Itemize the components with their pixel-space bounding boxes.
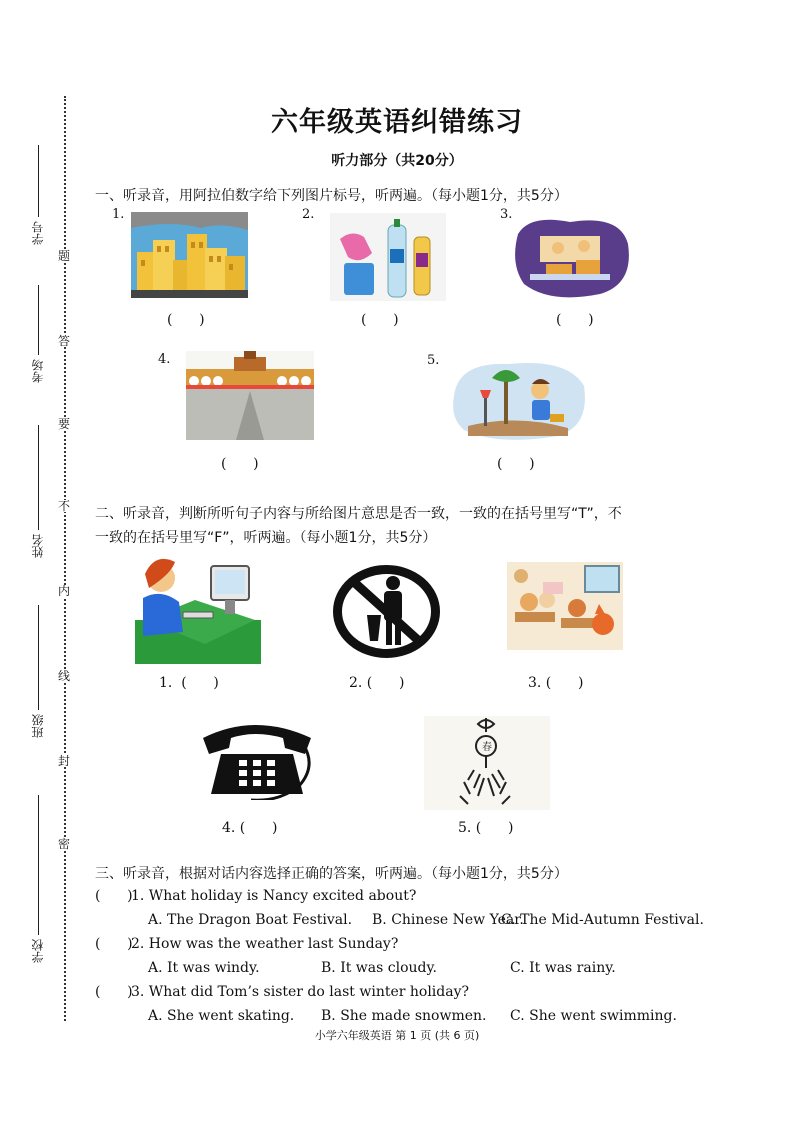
- answer-blank[interactable]: ( ): [556, 312, 594, 328]
- answer-blank[interactable]: ( ): [95, 984, 133, 1000]
- answer-blank[interactable]: 3. ( ): [528, 675, 584, 691]
- picture-number: 2.: [302, 207, 315, 222]
- question-text: 2. How was the weather last Sunday?: [131, 936, 399, 952]
- question-text: 3. What did Tom’s sister do last winter holiday?: [131, 984, 470, 1000]
- telephone-icon: [199, 714, 317, 800]
- picture-number: 4.: [158, 352, 171, 367]
- binding-char: 封: [58, 754, 71, 768]
- option-c: C. The Mid-Autumn Festival.: [501, 912, 704, 928]
- answer-blank[interactable]: ( ): [167, 312, 205, 328]
- city-buildings-icon: [131, 212, 248, 298]
- picture-number: 1.: [112, 207, 125, 222]
- question-text: 1. What holiday is Nancy excited about?: [131, 888, 417, 904]
- animal-classroom-icon: [507, 562, 623, 650]
- option-c: C. She went swimming.: [510, 1008, 677, 1024]
- no-littering-sign-icon: [333, 565, 440, 658]
- svg-text:春: 春: [482, 742, 492, 753]
- school-field[interactable]: 学校: [28, 795, 48, 963]
- answer-blank[interactable]: 4. ( ): [222, 820, 278, 836]
- picture-number: 3.: [500, 207, 513, 222]
- binding-char: 密: [58, 837, 71, 851]
- name-field[interactable]: 姓名: [28, 425, 48, 558]
- binding-char: 答: [58, 334, 71, 348]
- option-b: B. She made snowmen.: [321, 1008, 487, 1024]
- option-b: B. Chinese New Year.: [372, 912, 524, 928]
- binding-dotted-line: [64, 96, 66, 1021]
- option-b: B. It was cloudy.: [321, 960, 437, 976]
- answer-blank[interactable]: ( ): [221, 456, 259, 472]
- answer-blank[interactable]: 2. ( ): [349, 675, 405, 691]
- student-id-field[interactable]: 学号: [28, 145, 48, 245]
- binding-char: 不: [58, 499, 71, 513]
- bags-and-bottles-icon: [330, 213, 446, 301]
- boy-planting-tree-icon: [448, 356, 590, 442]
- page-title: 六年级英语纠错练习: [271, 107, 523, 138]
- binding-char: 内: [58, 584, 71, 598]
- page-footer: 小学六年级英语 第 1 页 (共 6 页): [314, 1029, 480, 1042]
- exam-room-field[interactable]: 考场: [28, 285, 48, 383]
- chinese-knot-firecrackers-icon: [424, 716, 550, 810]
- binding-char: 题: [58, 249, 71, 263]
- page-subtitle: 听力部分（共20分）: [331, 153, 463, 169]
- answer-blank[interactable]: ( ): [95, 888, 133, 904]
- option-c: C. It was rainy.: [510, 960, 616, 976]
- tiananmen-square-icon: [186, 351, 314, 440]
- answer-blank[interactable]: ( ): [361, 312, 399, 328]
- section2-heading-line1: 二、听录音，判断所听句子内容与所给图片意思是否一致，一致的在括号里写“T”，不: [95, 506, 622, 522]
- class-field[interactable]: 班级: [28, 605, 48, 738]
- answer-blank[interactable]: 1. ( ): [159, 675, 219, 691]
- option-a: A. It was windy.: [148, 960, 260, 976]
- section3-heading: 三、听录音，根据对话内容选择正确的答案，听两遍。（每小题1分，共5分）: [95, 866, 568, 882]
- binding-char: 线: [58, 669, 71, 683]
- answer-blank[interactable]: ( ): [497, 456, 535, 472]
- section2-heading-line2: 一致的在括号里写“F”，听两遍。（每小题1分，共5分）: [95, 530, 437, 546]
- section1-heading: 一、听录音，用阿拉伯数字给下列图片标号，听两遍。（每小题1分，共5分）: [95, 188, 568, 204]
- answer-blank[interactable]: ( ): [95, 936, 133, 952]
- classroom-students-icon: [510, 214, 632, 300]
- option-a: A. She went skating.: [148, 1008, 295, 1024]
- girl-at-computer-icon: [135, 552, 261, 664]
- binding-char: 要: [58, 417, 71, 431]
- answer-blank[interactable]: 5. ( ): [458, 820, 514, 836]
- picture-number: 5.: [427, 353, 440, 368]
- option-a: A. The Dragon Boat Festival.: [148, 912, 353, 928]
